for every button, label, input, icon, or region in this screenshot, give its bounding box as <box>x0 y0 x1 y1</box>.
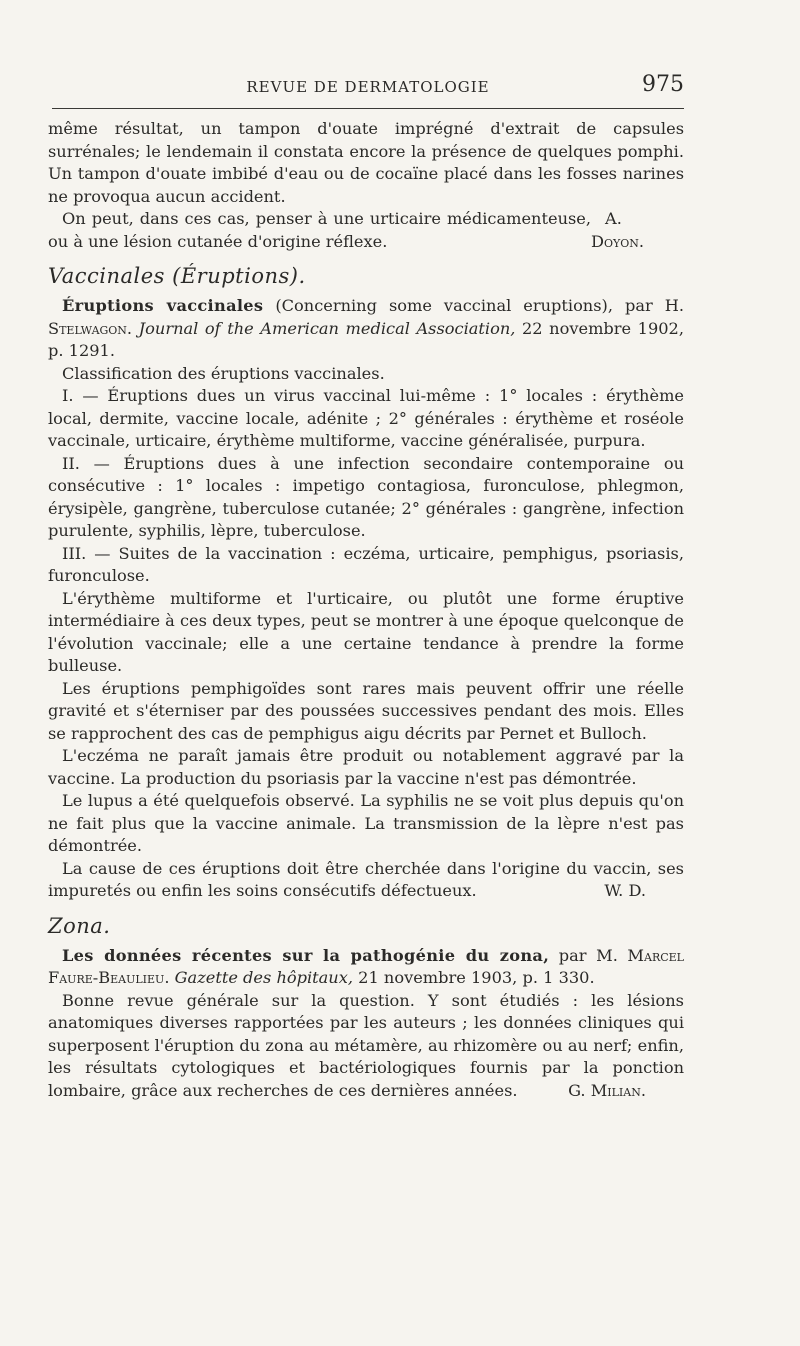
article-author: M. Marcel Faure-Beaulieu. <box>48 945 684 987</box>
article-citation <box>48 295 684 363</box>
paragraph-text: La cause de ces éruptions doit être cherchée dans l'origine du vaccin, ses impuretés ou enfin les soins consécutifs défectueux. <box>48 858 684 900</box>
page-number: 975 <box>642 72 684 97</box>
section-heading-vaccinales: Vaccinales (Éruptions). <box>48 264 306 288</box>
citation-date: 21 novembre 1903, p. 1 330. <box>358 968 595 987</box>
paragraph-with-signature <box>48 858 684 903</box>
article-author: H. Stelwagon. <box>48 296 685 338</box>
body-paragraph: Les éruptions pemphigoïdes sont rares mais peuvent offrir une réelle gravité et s'éterniser par des poussées successives pendant des mois. Elles se rapprochent des cas de pemphigus aigu décrits par Pernet et Bulloch. <box>48 678 684 743</box>
section-heading-zona: Zona. <box>48 913 111 938</box>
header-rule <box>52 108 684 109</box>
page-body <box>48 118 684 1102</box>
body-paragraph: Classification des éruptions vaccinales. <box>62 363 385 383</box>
author-signature: W. D. <box>604 881 646 900</box>
body-paragraph: III. — Suites de la vaccination : eczéma, urticaire, pemphigus, psoriasis, furonculose. <box>48 543 684 585</box>
paragraph-text: On peut, dans ces cas, penser à une urticaire médicamenteuse, ou à une lésion cutanée d'origine réflexe. <box>48 209 592 251</box>
paragraph-with-signature <box>48 208 684 253</box>
body-paragraph: I. — Éruptions dues un virus vaccinal lui-même : 1° locales : érythème local, dermite, vaccine locale, adénite ; 2° générales : érythème et roséole vaccinale, urticaire, érythème multiforme, vaccine généralisée, purpura. <box>48 386 684 450</box>
citation-date: 22 novembre 1902, p. 1291. <box>48 318 685 360</box>
running-header <box>52 72 684 100</box>
journal-running-title: REVUE DE DERMATOLOGIE <box>246 78 490 96</box>
article-title: Les données récentes sur la pathogénie du zona, <box>62 945 550 965</box>
paragraph-text: Bonne revue générale sur la question. Y sont étudiés : les lésions anatomiques diverses rapportées par les auteurs ; les données cliniques qui superposent l'éruption du zona au métamère, au rhizomère ou au nerf; enfin, les résultats cytologiques et bactériologiques fournis par la ponction lombaire, grâce aux recherches de ces dernières années. <box>48 990 684 1100</box>
body-paragraph: L'eczéma ne paraît jamais être produit ou notablement aggravé par la vaccine. La production du psoriasis par la vaccine n'est pas démontrée. <box>48 746 684 788</box>
article-citation <box>48 945 684 990</box>
article-by: par <box>558 945 587 965</box>
paragraph-with-signature <box>48 990 684 1103</box>
journal-name: Gazette des hôpitaux, <box>174 968 354 987</box>
article-subtitle: (Concerning some vaccinal eruptions), par <box>275 296 653 315</box>
author-signature: G. Milian. <box>568 1080 646 1100</box>
body-paragraph: II. — Éruptions dues à une infection secondaire contemporaine ou consécutive : 1° locales : impetigo contagiosa, furonculose, phlegmon, érysipèle, gangrène, tuberculose cutanée; 2° générales : gangrène, infection purulente, syphilis, lèpre, tuberculose. <box>48 453 684 540</box>
journal-name: Journal of the American medical Association, <box>138 318 516 338</box>
continued-paragraph: même résultat, un tampon d'ouate imprégné d'extrait de capsules surrénales; le lendemain il constata encore la présence de quelques pomphi. Un tampon d'ouate imbibé d'eau ou de cocaïne placé dans les fosses narines ne provoqua aucun accident. <box>48 119 684 206</box>
author-signature: A. Doyon. <box>591 209 645 251</box>
body-paragraph: Le lupus a été quelquefois observé. La syphilis ne se voit plus depuis qu'on ne fait plus que la vaccine animale. La transmission de la lèpre n'est pas démontrée. <box>48 791 684 855</box>
article-title: Éruptions vaccinales <box>62 296 264 315</box>
body-paragraph: L'érythème multiforme et l'urticaire, ou plutôt une forme éruptive intermédiaire à ces deux types, peut se montrer à une époque quelconque de l'évolution vaccinale; elle a une certaine tendance à prendre la forme bulleuse. <box>48 588 684 675</box>
